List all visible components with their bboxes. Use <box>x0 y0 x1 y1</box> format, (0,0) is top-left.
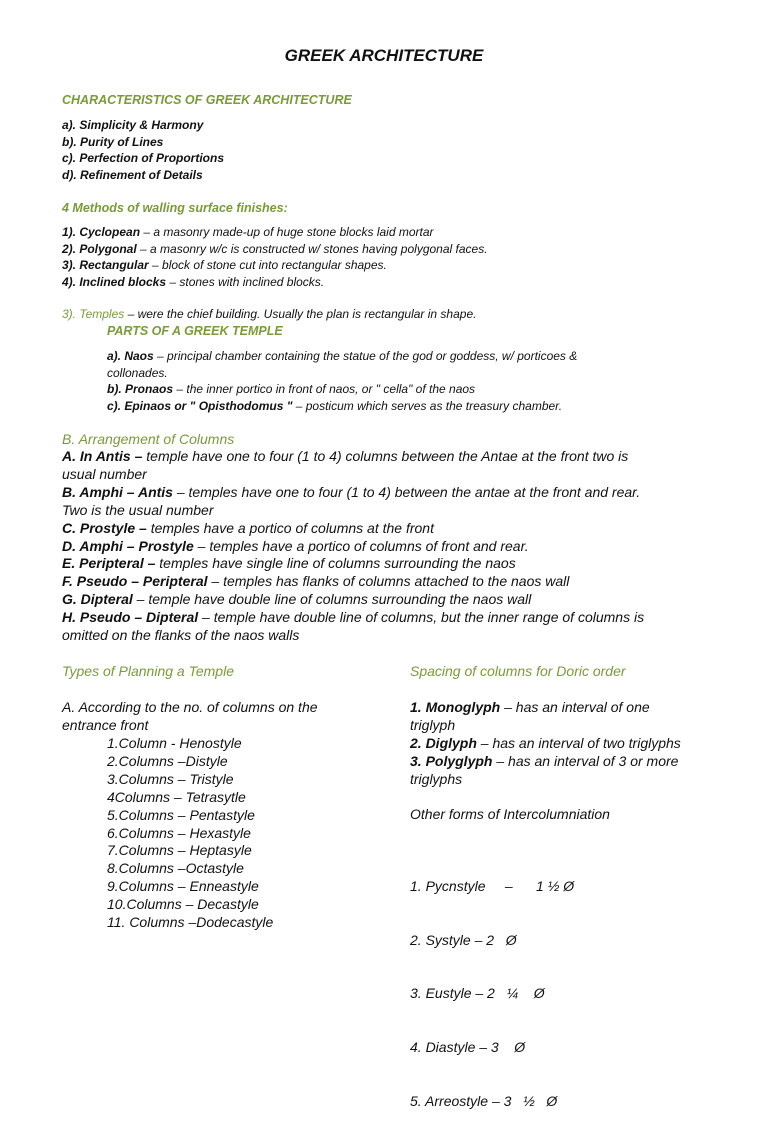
list-item <box>62 448 644 466</box>
parts-list <box>107 348 577 414</box>
walling-desc: – block of stone cut into rectangular shapes. <box>148 258 387 272</box>
arrangement-term: F. Pseudo – Peripteral <box>62 573 208 590</box>
planning-heading: Types of Planning a Temple <box>62 663 234 679</box>
arrangement-term: H. Pseudo – Dipteral <box>62 609 199 626</box>
walling-term: 3). Rectangular <box>62 258 149 272</box>
intercolumniation-heading: Other forms of Intercolumniation <box>410 806 610 822</box>
spacing-term: 1. Monoglyph <box>410 699 501 715</box>
list-item: 6.Columns – Hexastyle <box>107 824 251 841</box>
list-item <box>107 348 577 365</box>
characteristics-list <box>62 117 224 183</box>
walling-desc: – a masonry made-up of huge stone blocks laid mortar <box>140 225 434 239</box>
part-term: a). Naos <box>107 349 154 363</box>
spacing-desc-cont: triglyphs <box>410 770 463 787</box>
list-item <box>62 274 488 291</box>
spacing-desc: – has an interval of two triglyphs <box>476 734 681 751</box>
list-item <box>410 753 681 771</box>
walling-term: 1). Cyclopean <box>62 225 141 239</box>
arrangement-term: D. Amphi – Prostyle <box>62 537 194 554</box>
arrangement-desc-cont: Two is the usual number <box>62 501 214 518</box>
walling-heading: 4 Methods of walling surface finishes: <box>62 201 288 215</box>
list-item <box>107 381 577 398</box>
temples-term: 3). Temples <box>62 307 125 321</box>
list-item: 8.Columns –Octastyle <box>107 860 244 877</box>
arrangement-term: A. In Antis – <box>62 448 143 464</box>
arrangement-desc: – temple have double line of columns surrounding the naos wall <box>132 591 532 608</box>
planning-list <box>107 735 273 932</box>
arrangement-term: E. Peripteral – <box>62 555 156 572</box>
planning-intro-line: entrance front <box>62 716 149 733</box>
page-title: GREEK ARCHITECTURE <box>284 46 484 65</box>
arrangement-term: B. Amphi – Antis <box>62 483 173 500</box>
arrangement-desc-cont: usual number <box>62 465 147 482</box>
list-item: 2.Columns –Distyle <box>107 752 228 769</box>
arrangement-desc: temples have a portico of columns at the front <box>146 519 434 536</box>
list-item: a). Simplicity & Harmony <box>62 118 204 132</box>
list-item <box>62 241 488 258</box>
arrangement-term: G. Dipteral <box>62 591 133 608</box>
walling-term: 2). Polygonal <box>62 241 137 256</box>
list-item: c). Perfection of Proportions <box>62 151 225 165</box>
list-item: d). Refinement of Details <box>62 167 203 182</box>
list-item <box>62 224 488 241</box>
walling-desc: – stones with inclined blocks. <box>166 274 325 289</box>
spacing-heading: Spacing of columns for Doric order <box>410 663 626 679</box>
list-item: 1.Column - Henostyle <box>107 735 242 751</box>
arrangement-term: C. Prostyle – <box>62 519 147 536</box>
parts-heading: PARTS OF A GREEK TEMPLE <box>107 324 283 338</box>
list-item: 7.Columns – Heptasyle <box>107 842 252 859</box>
list-item <box>62 484 644 502</box>
part-desc: – the inner portico in front of naos, or " cella" of the naos <box>173 382 476 396</box>
arrangement-desc: temple have one to four (1 to 4) columns between the Antae at the front two is <box>142 448 629 464</box>
part-term: c). Epinaos or " Opisthodomus " <box>107 398 293 413</box>
planning-intro <box>62 699 318 735</box>
list-item <box>62 555 644 573</box>
walling-term: 4). Inclined blocks <box>62 274 167 289</box>
part-desc-cont: collonades. <box>107 365 168 380</box>
spacing-desc-cont: triglyph <box>410 716 456 733</box>
arrangement-desc: – temples have one to four (1 to 4) between the antae at the front and rear. <box>172 483 641 500</box>
list-item: 1. Pycnstyle – 1 ½ Ø <box>410 877 575 894</box>
arrangement-list <box>62 448 644 645</box>
walling-list <box>62 224 488 290</box>
list-item: 5. Arreostyle – 3 ½ Ø <box>410 1092 558 1109</box>
list-item: 11. Columns –Dodecastyle <box>107 914 274 931</box>
list-item <box>62 573 644 591</box>
spacing-term: 2. Diglyph <box>410 734 477 751</box>
list-item: 5.Columns – Pentastyle <box>107 806 255 823</box>
spacing-desc: – has an interval of 3 or more <box>492 752 679 769</box>
list-item <box>62 591 644 609</box>
part-desc: – posticum which serves as the treasury chamber. <box>292 398 563 413</box>
list-item <box>62 538 644 556</box>
list-item: 9.Columns – Enneastyle <box>107 878 259 895</box>
list-item: 3.Columns – Tristyle <box>107 770 234 787</box>
list-item <box>62 609 644 627</box>
list-item <box>62 257 488 274</box>
planning-intro-line: A. According to the no. of columns on the <box>62 699 318 715</box>
list-item: 10.Columns – Decastyle <box>107 896 259 913</box>
part-desc: – principal chamber containing the statue of the god or goddess, w/ porticoes & <box>153 349 578 363</box>
spacing-list <box>410 699 681 789</box>
list-item <box>107 398 577 415</box>
list-item <box>62 520 644 538</box>
characteristics-heading: CHARACTERISTICS OF GREEK ARCHITECTURE <box>62 93 352 107</box>
list-item: b). Purity of Lines <box>62 134 164 149</box>
intercolumniation-list <box>410 842 574 1129</box>
list-item: 2. Systyle – 2 Ø <box>410 931 517 948</box>
walling-desc: – a masonry w/c is constructed w/ stones having polygonal faces. <box>136 241 488 256</box>
list-item <box>410 699 681 717</box>
list-item: 3. Eustyle – 2 ¼ Ø <box>410 985 545 1002</box>
arrangement-desc: – temple have double line of columns, but the inner range of columns is <box>198 609 645 626</box>
spacing-term: 3. Polyglyph <box>410 752 493 769</box>
arrangement-desc-cont: omitted on the flanks of the naos walls <box>62 627 300 644</box>
arrangement-heading: B. Arrangement of Columns <box>62 431 235 447</box>
arrangement-desc: – temples has flanks of columns attached to the naos wall <box>207 573 570 590</box>
list-item: 4Columns – Tetrasytle <box>107 788 246 805</box>
temples-desc: – were the chief building. Usually the plan is rectangular in shape. <box>124 307 477 321</box>
temples-lead <box>62 307 476 321</box>
arrangement-desc: – temples have a portico of columns of front and rear. <box>193 537 529 554</box>
list-item <box>410 735 681 753</box>
list-item: 4. Diastyle – 3 Ø <box>410 1038 526 1055</box>
part-term: b). Pronaos <box>107 382 174 396</box>
arrangement-desc: temples have single line of columns surrounding the naos <box>155 555 516 572</box>
spacing-desc: – has an interval of one <box>500 699 650 715</box>
